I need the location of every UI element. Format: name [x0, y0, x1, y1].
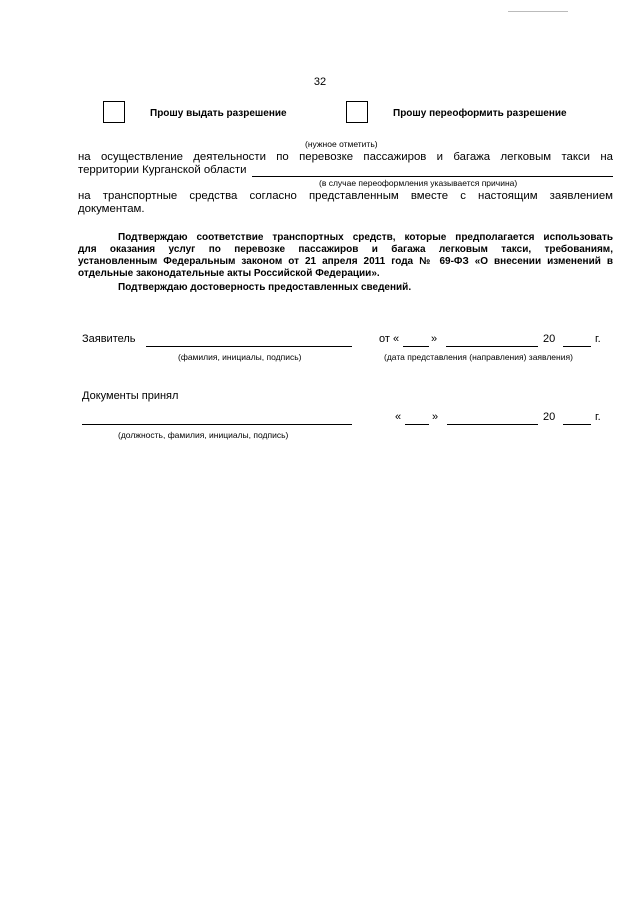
- request-line-1: на осуществление деятельности по перевозке пассажиров и багажа легковым такси на: [78, 151, 613, 163]
- reissue-reason-field[interactable]: [252, 176, 613, 177]
- issue-permit-checkbox[interactable]: [103, 101, 125, 123]
- receiver-day-field[interactable]: [405, 424, 429, 425]
- receiver-date-close: »: [432, 411, 439, 423]
- applicant-year-suffix: г.: [595, 333, 601, 345]
- receiver-date-open: «: [395, 411, 402, 423]
- applicant-signature-field[interactable]: [146, 346, 352, 347]
- applicant-month-field[interactable]: [446, 346, 538, 347]
- receiver-signature-hint: (должность, фамилия, инициалы, подпись): [118, 430, 289, 440]
- request-line-2: территории Курганской области: [78, 164, 247, 176]
- reissue-reason-hint: (в случае переоформления указывается причина): [319, 178, 518, 188]
- applicant-day-field[interactable]: [403, 346, 429, 347]
- applicant-year-prefix: 20: [543, 333, 556, 345]
- reissue-permit-checkbox[interactable]: [346, 101, 368, 123]
- confirm-line-4: отдельные законодательные акты Российской Федерации».: [78, 268, 380, 279]
- applicant-signature-hint: (фамилия, инициалы, подпись): [178, 352, 302, 362]
- confirm-line-3: установленным Федеральным законом от 21 апреля 2011 года № 69-ФЗ «О внесении изменений в: [78, 256, 613, 267]
- receiver-month-field[interactable]: [447, 424, 538, 425]
- page-number: 32: [313, 76, 327, 88]
- applicant-year-field[interactable]: [563, 346, 591, 347]
- reissue-permit-label: Прошу переоформить разрешение: [393, 108, 567, 119]
- receiver-year-prefix: 20: [543, 411, 556, 423]
- receiver-year-suffix: г.: [595, 411, 601, 423]
- applicant-date-hint: (дата представления (направления) заявления): [384, 352, 573, 362]
- confirm-line-2: для оказания услуг по перевозке пассажиров и багажа легковым такси, требованиям,: [78, 244, 613, 255]
- receiver-signature-field[interactable]: [82, 424, 352, 425]
- choose-hint: (нужное отметить): [305, 139, 378, 149]
- receiver-label: Документы принял: [82, 390, 179, 402]
- confirm-accuracy: Подтверждаю достоверность предоставленных сведений.: [118, 282, 412, 293]
- applicant-date-close: »: [431, 333, 438, 345]
- applicant-label: Заявитель: [82, 333, 136, 345]
- confirm-line-1: Подтверждаю соответствие транспортных средств, которые предполагается использовать: [118, 232, 613, 243]
- request-line-3: на транспортные средства согласно представленным вместе с настоящим заявлением: [78, 190, 613, 202]
- issue-permit-label: Прошу выдать разрешение: [150, 108, 287, 119]
- request-line-4: документам.: [78, 203, 145, 215]
- scan-artifact: [508, 11, 568, 12]
- applicant-date-open: от «: [379, 333, 400, 345]
- receiver-year-field[interactable]: [563, 424, 591, 425]
